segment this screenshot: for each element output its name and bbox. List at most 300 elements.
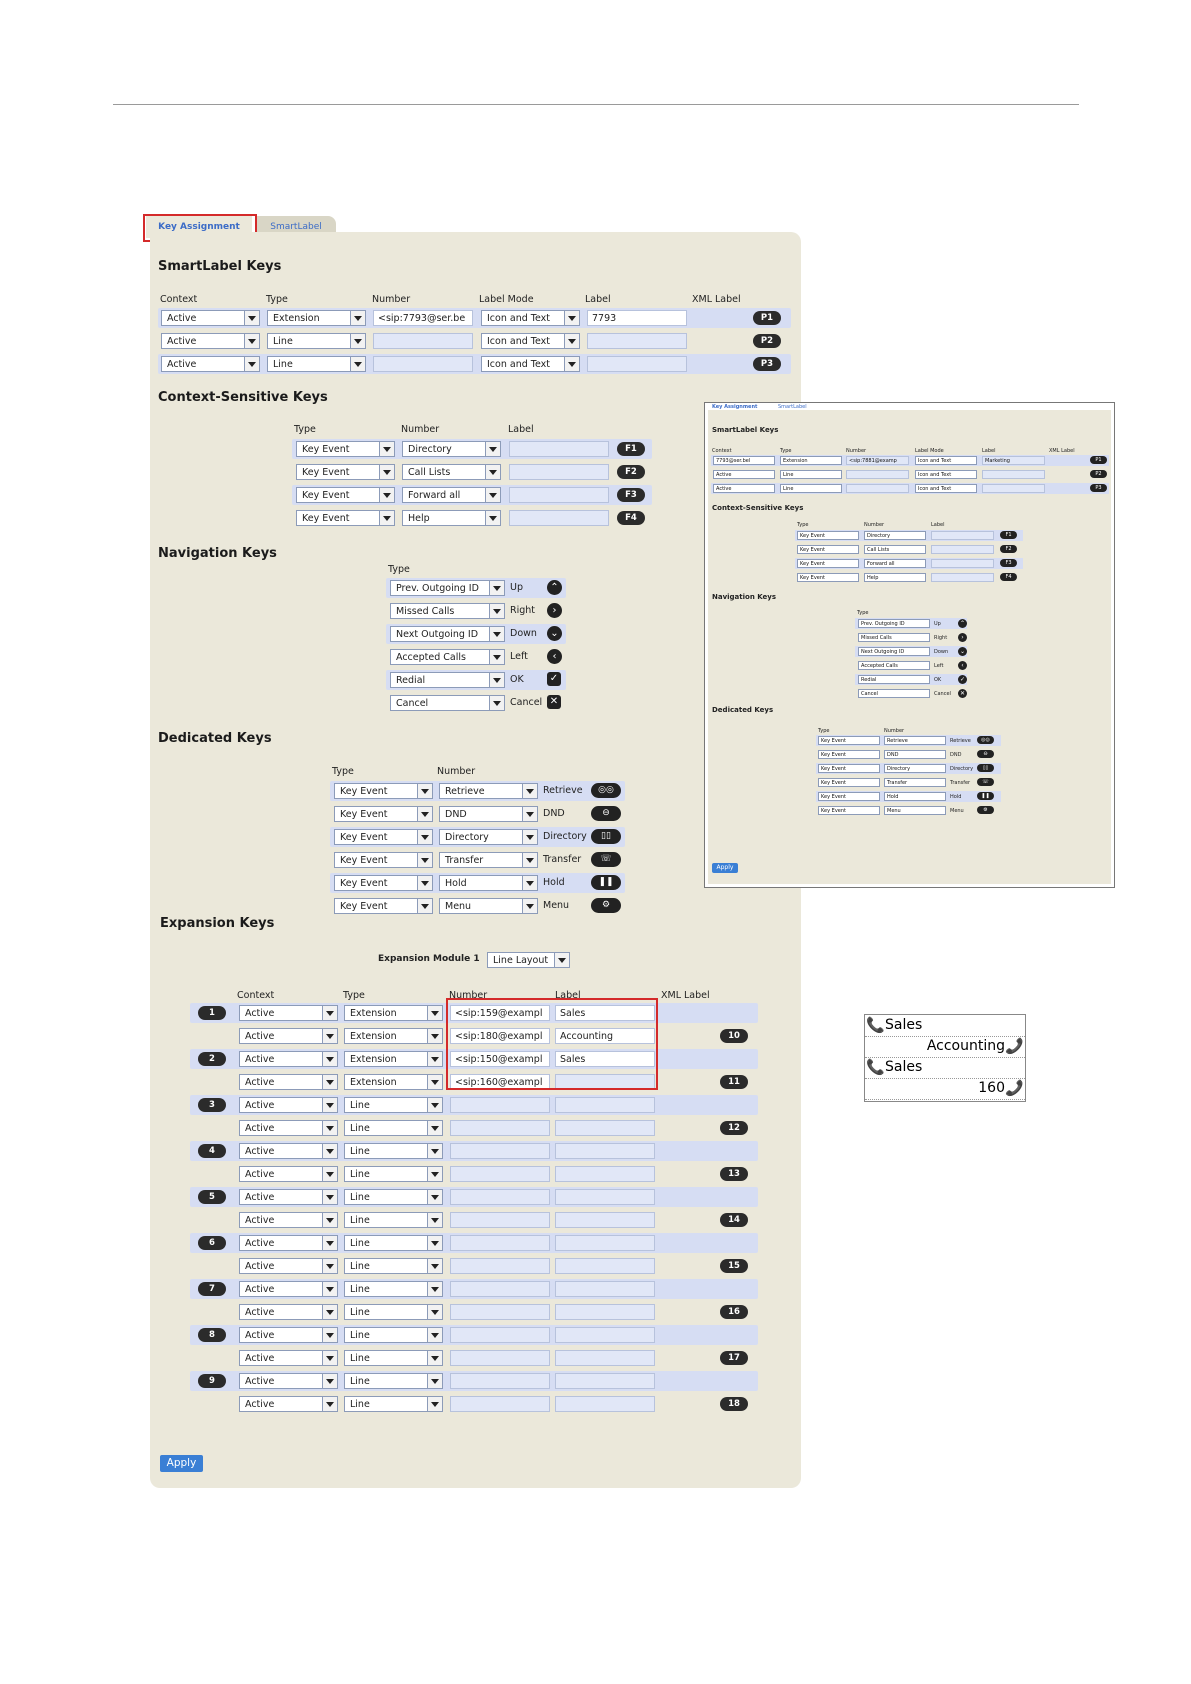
type-select[interactable]: [344, 1258, 443, 1274]
number-input[interactable]: [450, 1350, 550, 1366]
number-input[interactable]: [450, 1281, 550, 1297]
type-select-value: Line: [350, 1123, 370, 1134]
mini-nav-icon: ⌄: [959, 648, 966, 655]
mini-nav-direction: Left: [934, 663, 944, 669]
mini-type-select[interactable]: Key Event: [797, 531, 859, 540]
nav-type-select[interactable]: [390, 626, 505, 642]
label-input[interactable]: Accounting: [555, 1028, 655, 1044]
type-select[interactable]: [344, 1235, 443, 1251]
dropdown-arrow-icon[interactable]: [427, 1052, 442, 1066]
context-select-value: Active: [245, 1008, 275, 1019]
dropdown-arrow-icon[interactable]: [350, 334, 365, 348]
label-input[interactable]: [555, 1281, 655, 1297]
dropdown-arrow-icon[interactable]: [350, 311, 365, 325]
dropdown-arrow-icon[interactable]: [489, 604, 504, 618]
dropdown-arrow-icon[interactable]: [322, 1121, 337, 1135]
number-input[interactable]: [450, 1235, 550, 1251]
label-input[interactable]: [555, 1097, 655, 1113]
number-select[interactable]: [439, 829, 538, 845]
dropdown-arrow-icon[interactable]: [379, 511, 394, 525]
navigation-keys-heading: Navigation Keys: [158, 546, 277, 561]
label-input[interactable]: [555, 1304, 655, 1320]
dropdown-arrow-icon[interactable]: [427, 1236, 442, 1250]
label-input[interactable]: [555, 1350, 655, 1366]
dropdown-arrow-icon[interactable]: [489, 650, 504, 664]
dropdown-arrow-icon[interactable]: [489, 581, 504, 595]
mini-number-select[interactable]: Directory: [884, 764, 946, 773]
mini-label-input[interactable]: [931, 573, 994, 582]
context-select[interactable]: [161, 310, 260, 326]
type-select[interactable]: [334, 829, 433, 845]
mini-number-input[interactable]: [846, 484, 909, 493]
mini-type-select[interactable]: Key Event: [818, 792, 880, 801]
column-header-type: Type: [266, 294, 288, 305]
number-select-value: Help: [408, 513, 430, 524]
type-select-value: Line: [350, 1353, 370, 1364]
context-select[interactable]: [239, 1304, 338, 1320]
mini-number-select[interactable]: Menu: [884, 806, 946, 815]
mini-label-input[interactable]: Marketing: [982, 456, 1045, 465]
context-select[interactable]: [239, 1028, 338, 1044]
type-select[interactable]: [344, 1396, 443, 1412]
mini-number-select[interactable]: Help: [864, 573, 926, 582]
label-input[interactable]: [555, 1396, 655, 1412]
number-select-value: Call Lists: [408, 467, 451, 478]
dropdown-arrow-icon[interactable]: [427, 1397, 442, 1411]
context-select[interactable]: [239, 1327, 338, 1343]
mini-number-input[interactable]: <sip:7881@examp: [846, 456, 909, 465]
context-keys-heading: Context-Sensitive Keys: [158, 390, 328, 405]
mini-context-select[interactable]: Active: [713, 484, 775, 493]
dropdown-arrow-icon[interactable]: [485, 511, 500, 525]
mini-type-select[interactable]: Key Event: [818, 778, 880, 787]
context-select[interactable]: [239, 1212, 338, 1228]
expansion-row-number: 9: [198, 1374, 226, 1388]
mini-nav-select[interactable]: Next Outgoing ID: [858, 647, 930, 656]
dropdown-arrow-icon[interactable]: [522, 807, 537, 821]
number-input[interactable]: [450, 1120, 550, 1136]
dropdown-arrow-icon[interactable]: [322, 1029, 337, 1043]
mini-number-input[interactable]: [846, 470, 909, 479]
context-select[interactable]: [239, 1051, 338, 1067]
column-header-number: Number: [401, 424, 440, 435]
type-select[interactable]: [344, 1166, 443, 1182]
mini-context-select[interactable]: Active: [713, 470, 775, 479]
context-select[interactable]: [239, 1189, 338, 1205]
label-input[interactable]: [555, 1235, 655, 1251]
type-select[interactable]: [344, 1373, 443, 1389]
dropdown-arrow-icon[interactable]: [427, 1213, 442, 1227]
nav-direction-label: Right: [510, 605, 536, 616]
label-mode-select[interactable]: [481, 356, 580, 372]
mini-type-select[interactable]: Key Event: [797, 559, 859, 568]
context-select[interactable]: [239, 1258, 338, 1274]
mini-type-select[interactable]: Key Event: [818, 750, 880, 759]
dropdown-arrow-icon[interactable]: [427, 1374, 442, 1388]
smartlabel-keys-heading: SmartLabel Keys: [158, 259, 282, 274]
number-select[interactable]: [402, 441, 501, 457]
type-select[interactable]: [267, 310, 366, 326]
mini-tab-smartlabel[interactable]: SmartLabel: [778, 404, 807, 410]
number-input[interactable]: [450, 1396, 550, 1412]
mini-apply-button[interactable]: Apply: [712, 863, 738, 873]
mini-nav-direction: OK: [934, 677, 942, 683]
context-select[interactable]: [239, 1373, 338, 1389]
mini-nav-select[interactable]: Accepted Calls: [858, 661, 930, 670]
mini-label-input[interactable]: [931, 545, 994, 554]
dropdown-arrow-icon[interactable]: [244, 334, 259, 348]
mini-label-mode-select[interactable]: Icon and Text: [915, 484, 977, 493]
mini-label-input[interactable]: [982, 470, 1045, 479]
number-input[interactable]: [373, 333, 473, 349]
type-select[interactable]: [344, 1051, 443, 1067]
dropdown-arrow-icon[interactable]: [489, 627, 504, 641]
mini-label-input[interactable]: [931, 559, 994, 568]
number-select[interactable]: [439, 898, 538, 914]
dropdown-arrow-icon[interactable]: [417, 853, 432, 867]
column-header-xml_label: XML Label: [661, 990, 710, 1001]
label-input[interactable]: Sales: [555, 1051, 655, 1067]
phone-icon: 📞: [866, 1058, 885, 1076]
type-select[interactable]: [344, 1281, 443, 1297]
label-input[interactable]: [509, 510, 609, 526]
mini-nav-direction: Cancel: [934, 691, 951, 697]
type-select[interactable]: [334, 806, 433, 822]
dropdown-arrow-icon[interactable]: [350, 357, 365, 371]
dropdown-arrow-icon[interactable]: [244, 357, 259, 371]
number-input[interactable]: [450, 1097, 550, 1113]
mini-number-select[interactable]: Hold: [884, 792, 946, 801]
dropdown-arrow-icon[interactable]: [322, 1167, 337, 1181]
number-select[interactable]: [439, 783, 538, 799]
dropdown-arrow-icon[interactable]: [427, 1282, 442, 1296]
dropdown-arrow-icon[interactable]: [322, 1259, 337, 1273]
number-input[interactable]: [450, 1212, 550, 1228]
context-select[interactable]: [239, 1120, 338, 1136]
dropdown-arrow-icon[interactable]: [417, 807, 432, 821]
type-select[interactable]: [296, 510, 395, 526]
number-select[interactable]: [402, 464, 501, 480]
type-select[interactable]: [267, 356, 366, 372]
context-select[interactable]: [161, 356, 260, 372]
context-select[interactable]: [239, 1143, 338, 1159]
dropdown-arrow-icon[interactable]: [322, 1075, 337, 1089]
dropdown-arrow-icon[interactable]: [322, 1282, 337, 1296]
type-select[interactable]: [267, 333, 366, 349]
type-select[interactable]: [334, 852, 433, 868]
dropdown-arrow-icon[interactable]: [322, 1098, 337, 1112]
expansion-module-select[interactable]: [487, 952, 570, 968]
label-input[interactable]: 7793: [587, 310, 687, 326]
mini-type-select[interactable]: Key Event: [818, 806, 880, 815]
number-input[interactable]: [450, 1373, 550, 1389]
number-input[interactable]: [450, 1304, 550, 1320]
nav-type-select[interactable]: [390, 672, 505, 688]
label-mode-select[interactable]: [481, 333, 580, 349]
xml-key-badge: 10: [720, 1029, 748, 1043]
display-label: Accounting: [926, 1038, 1005, 1054]
label-input[interactable]: [555, 1120, 655, 1136]
context-select-value: Active: [245, 1376, 275, 1387]
type-select[interactable]: [344, 1143, 443, 1159]
dropdown-arrow-icon[interactable]: [417, 784, 432, 798]
mini-number-select[interactable]: DND: [884, 750, 946, 759]
type-select-value: Key Event: [340, 901, 388, 912]
number-input[interactable]: <sip:150@exampl: [450, 1051, 550, 1067]
dropdown-arrow-icon[interactable]: [485, 488, 500, 502]
mini-type-select[interactable]: Line: [780, 470, 842, 479]
dropdown-arrow-icon[interactable]: [322, 1190, 337, 1204]
expansion-row-number: 2: [198, 1052, 226, 1066]
label-input[interactable]: [509, 441, 609, 457]
mini-type-select[interactable]: Key Event: [797, 573, 859, 582]
dropdown-arrow-icon[interactable]: [522, 830, 537, 844]
key-badge: F3: [617, 488, 645, 502]
label-input[interactable]: [555, 1143, 655, 1159]
type-select[interactable]: [344, 1212, 443, 1228]
label-input[interactable]: [509, 464, 609, 480]
dropdown-arrow-icon[interactable]: [427, 1328, 442, 1342]
context-select-value: Active: [167, 336, 197, 347]
dropdown-arrow-icon[interactable]: [485, 442, 500, 456]
label-input[interactable]: [555, 1166, 655, 1182]
dropdown-arrow-icon[interactable]: [564, 357, 579, 371]
number-input[interactable]: [373, 356, 473, 372]
mini-key-badge: P3: [1090, 484, 1107, 492]
mini-type-select[interactable]: Key Event: [818, 736, 880, 745]
context-select[interactable]: [239, 1005, 338, 1021]
dropdown-arrow-icon[interactable]: [322, 1397, 337, 1411]
type-select[interactable]: [344, 1097, 443, 1113]
dropdown-arrow-icon[interactable]: [427, 1006, 442, 1020]
column-header-number: Number: [449, 990, 488, 1001]
dropdown-arrow-icon[interactable]: [322, 1213, 337, 1227]
mini-nav-icon: ✕: [959, 690, 966, 697]
dropdown-arrow-icon[interactable]: [427, 1075, 442, 1089]
context-select[interactable]: [239, 1350, 338, 1366]
column-header-type: Type: [294, 424, 316, 435]
mini-number-select[interactable]: Directory: [864, 531, 926, 540]
dropdown-arrow-icon[interactable]: [379, 488, 394, 502]
dropdown-arrow-icon[interactable]: [522, 899, 537, 913]
top-rule: [113, 104, 1079, 105]
dropdown-arrow-icon[interactable]: [427, 1305, 442, 1319]
type-select[interactable]: [334, 875, 433, 891]
mini-number-select[interactable]: Call Lists: [864, 545, 926, 554]
label-input[interactable]: [555, 1258, 655, 1274]
type-select[interactable]: [296, 464, 395, 480]
context-select[interactable]: [239, 1396, 338, 1412]
type-select[interactable]: [334, 898, 433, 914]
dropdown-arrow-icon[interactable]: [564, 311, 579, 325]
number-input[interactable]: [450, 1258, 550, 1274]
dropdown-arrow-icon[interactable]: [489, 673, 504, 687]
context-select[interactable]: [239, 1281, 338, 1297]
mini-dedicated-name: Hold: [950, 794, 962, 800]
mini-number-select[interactable]: Forward all: [864, 559, 926, 568]
number-input[interactable]: <sip:160@exampl: [450, 1074, 550, 1090]
dropdown-arrow-icon[interactable]: [564, 334, 579, 348]
number-select[interactable]: [439, 806, 538, 822]
mini-number-select[interactable]: Transfer: [884, 778, 946, 787]
mini-dedicated-icon: ◎◎: [977, 736, 994, 744]
type-select[interactable]: [344, 1189, 443, 1205]
dropdown-arrow-icon[interactable]: [417, 899, 432, 913]
number-input[interactable]: <sip:7793@ser.be: [373, 310, 473, 326]
label-input[interactable]: [555, 1189, 655, 1205]
type-select[interactable]: [344, 1028, 443, 1044]
nav-direction-label: Cancel: [510, 697, 543, 708]
type-select-value: Key Event: [340, 878, 388, 889]
type-select[interactable]: [344, 1005, 443, 1021]
mini-dedicated-icon: ❚❚: [977, 792, 994, 800]
type-select[interactable]: [296, 487, 395, 503]
number-input[interactable]: <sip:159@exampl: [450, 1005, 550, 1021]
dropdown-arrow-icon[interactable]: [379, 442, 394, 456]
label-input[interactable]: [587, 333, 687, 349]
dropdown-arrow-icon[interactable]: [322, 1052, 337, 1066]
context-select[interactable]: [239, 1097, 338, 1113]
context-select-value: Active: [245, 1261, 275, 1272]
dropdown-arrow-icon[interactable]: [427, 1098, 442, 1112]
type-select[interactable]: [344, 1074, 443, 1090]
dropdown-arrow-icon[interactable]: [322, 1305, 337, 1319]
dropdown-arrow-icon[interactable]: [322, 1374, 337, 1388]
type-select[interactable]: [334, 783, 433, 799]
expansion-row-number: 6: [198, 1236, 226, 1250]
number-input[interactable]: [450, 1327, 550, 1343]
mini-label-mode-select[interactable]: Icon and Text: [915, 470, 977, 479]
label-input[interactable]: [555, 1327, 655, 1343]
type-select-value: Line: [350, 1330, 370, 1341]
type-select[interactable]: [296, 441, 395, 457]
number-input[interactable]: [450, 1189, 550, 1205]
dropdown-arrow-icon[interactable]: [322, 1144, 337, 1158]
number-input[interactable]: [450, 1166, 550, 1182]
dropdown-arrow-icon[interactable]: [485, 465, 500, 479]
display-label: 160: [978, 1080, 1005, 1096]
mini-label-mode-select[interactable]: Icon and Text: [915, 456, 977, 465]
label-mode-select[interactable]: [481, 310, 580, 326]
dropdown-arrow-icon[interactable]: [427, 1029, 442, 1043]
nav-key-icon: ✕: [547, 695, 561, 709]
label-mode-select-value: Icon and Text: [487, 313, 550, 324]
column-header-number: Number: [437, 766, 476, 777]
dropdown-arrow-icon[interactable]: [427, 1259, 442, 1273]
type-select[interactable]: [344, 1327, 443, 1343]
context-select[interactable]: [239, 1166, 338, 1182]
mini-nav-select[interactable]: Cancel: [858, 689, 930, 698]
dropdown-arrow-icon[interactable]: [427, 1190, 442, 1204]
dropdown-arrow-icon[interactable]: [522, 876, 537, 890]
nav-type-select[interactable]: [390, 603, 505, 619]
dropdown-arrow-icon[interactable]: [322, 1328, 337, 1342]
mini-type-select[interactable]: Key Event: [818, 764, 880, 773]
mini-tab-key-assignment[interactable]: Key Assignment: [712, 404, 758, 410]
context-select[interactable]: [239, 1074, 338, 1090]
mini-type-select[interactable]: Key Event: [797, 545, 859, 554]
dropdown-arrow-icon[interactable]: [379, 465, 394, 479]
mini-dedicated-name: Directory: [950, 766, 974, 772]
mini-label-input[interactable]: [931, 531, 994, 540]
number-select[interactable]: [439, 852, 538, 868]
display-label: Sales: [885, 1017, 923, 1033]
label-input[interactable]: [509, 487, 609, 503]
mini-label-input[interactable]: [982, 484, 1045, 493]
type-select[interactable]: [344, 1350, 443, 1366]
dropdown-arrow-icon[interactable]: [427, 1144, 442, 1158]
mini-number-select[interactable]: Retrieve: [884, 736, 946, 745]
dropdown-arrow-icon[interactable]: [244, 311, 259, 325]
nav-type-select[interactable]: [390, 580, 505, 596]
mini-nav-select[interactable]: Prev. Outgoing ID: [858, 619, 930, 628]
dropdown-arrow-icon[interactable]: [427, 1121, 442, 1135]
mini-nav-select[interactable]: Redial: [858, 675, 930, 684]
apply-button[interactable]: Apply: [160, 1455, 203, 1472]
type-select-value: Line: [350, 1146, 370, 1157]
mini-type-select[interactable]: Extension: [780, 456, 842, 465]
type-select-value: Extension: [350, 1008, 397, 1019]
type-select[interactable]: [344, 1120, 443, 1136]
label-input[interactable]: [555, 1373, 655, 1389]
context-select-value: Active: [245, 1146, 275, 1157]
mini-context-select[interactable]: 7793@ser.bel: [713, 456, 775, 465]
label-input[interactable]: [555, 1074, 655, 1090]
nav-direction-label: Up: [510, 582, 523, 593]
dropdown-arrow-icon[interactable]: [489, 696, 504, 710]
dropdown-arrow-icon[interactable]: [522, 784, 537, 798]
nav-direction-label: Left: [510, 651, 528, 662]
dropdown-arrow-icon[interactable]: [322, 1236, 337, 1250]
dropdown-arrow-icon[interactable]: [427, 1351, 442, 1365]
expansion-keys-heading: Expansion Keys: [160, 916, 275, 931]
number-input[interactable]: [450, 1143, 550, 1159]
label-input[interactable]: [587, 356, 687, 372]
type-select-value: Key Event: [302, 467, 350, 478]
dropdown-arrow-icon[interactable]: [322, 1351, 337, 1365]
context-select-value: Active: [245, 1169, 275, 1180]
type-select[interactable]: [344, 1304, 443, 1320]
dropdown-arrow-icon[interactable]: [554, 953, 569, 967]
context-select[interactable]: [239, 1235, 338, 1251]
number-select[interactable]: [402, 487, 501, 503]
type-select-value: Line: [350, 1261, 370, 1272]
nav-type-select[interactable]: [390, 695, 505, 711]
dedicated-key-name: DND: [543, 808, 565, 819]
expansion-module-label: Expansion Module 1: [378, 954, 480, 964]
nav-type-select[interactable]: [390, 649, 505, 665]
tab-key-assignment[interactable]: Key Assignment: [146, 216, 252, 238]
column-header-type: Type: [343, 990, 365, 1001]
dropdown-arrow-icon[interactable]: [427, 1167, 442, 1181]
nav-key-icon: ⌃: [547, 580, 562, 595]
number-select[interactable]: [402, 510, 501, 526]
dropdown-arrow-icon[interactable]: [417, 830, 432, 844]
mini-type-select[interactable]: Line: [780, 484, 842, 493]
type-select-value: Line: [273, 336, 293, 347]
tab-smartlabel[interactable]: SmartLabel: [256, 216, 336, 238]
type-select-value: Line: [350, 1238, 370, 1249]
dropdown-arrow-icon[interactable]: [417, 876, 432, 890]
context-select[interactable]: [161, 333, 260, 349]
number-select[interactable]: [439, 875, 538, 891]
dropdown-arrow-icon[interactable]: [522, 853, 537, 867]
label-input[interactable]: Sales: [555, 1005, 655, 1021]
label-input[interactable]: [555, 1212, 655, 1228]
dropdown-arrow-icon[interactable]: [322, 1006, 337, 1020]
mini-nav-select[interactable]: Missed Calls: [858, 633, 930, 642]
number-input[interactable]: <sip:180@exampl: [450, 1028, 550, 1044]
